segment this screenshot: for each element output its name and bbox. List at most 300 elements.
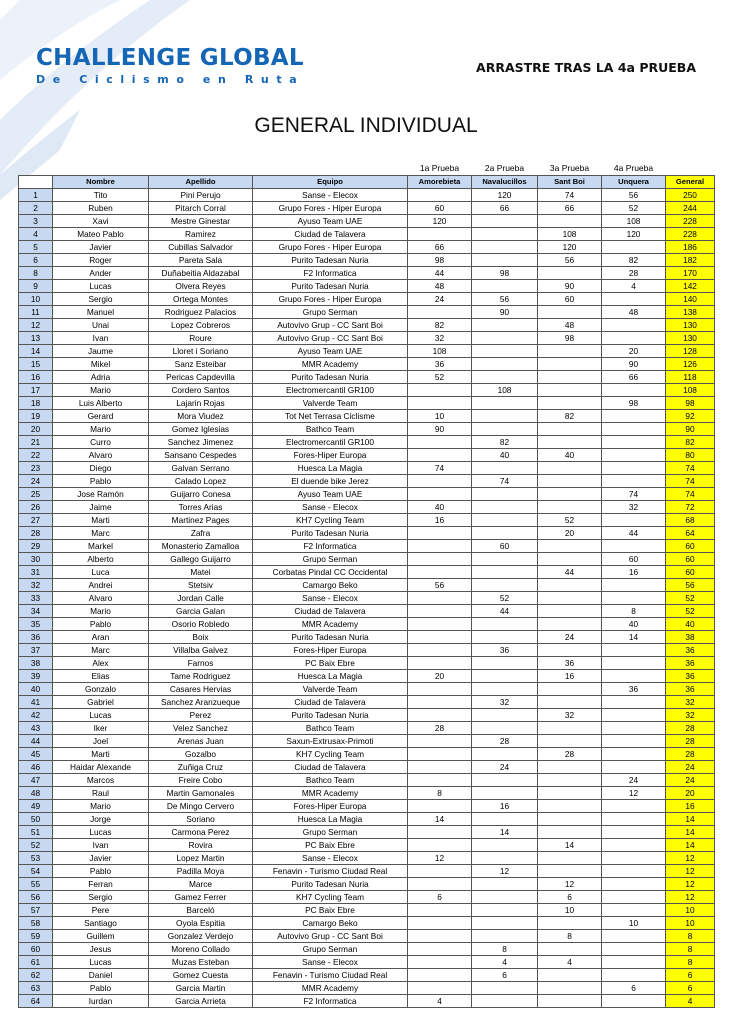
navalucillos-cell: 14: [472, 826, 538, 839]
nombre-cell: Raul: [53, 787, 149, 800]
position-cell: 55: [19, 878, 53, 891]
navalucillos-cell: [472, 917, 538, 930]
unquera-cell: [602, 839, 666, 852]
apellido-cell: Gomez Cuesta: [149, 969, 253, 982]
nombre-cell: Alvaro: [53, 449, 149, 462]
equipo-cell: Grupo Fores - Hiper Europa: [253, 202, 408, 215]
amorebieta-cell: 20: [408, 670, 472, 683]
unquera-cell: [602, 293, 666, 306]
apellido-cell: Roure: [149, 332, 253, 345]
apellido-cell: Martinez Pages: [149, 514, 253, 527]
unquera-cell: 48: [602, 306, 666, 319]
table-row: [19, 657, 715, 670]
challenge-global-logo: [36, 44, 326, 88]
table-row: [19, 358, 715, 371]
table-row: [19, 475, 715, 488]
amorebieta-cell: [408, 553, 472, 566]
equipo-cell: Purito Tadesan Nuria: [253, 371, 408, 384]
sant-boi-cell: [538, 423, 602, 436]
equipo-cell: Purito Tadesan Nuria: [253, 254, 408, 267]
unquera-cell: [602, 644, 666, 657]
equipo-cell: Sanse - Elecox: [253, 501, 408, 514]
equipo-cell: F2 Informatica: [253, 995, 408, 1008]
equipo-cell: F2 Informatica: [253, 540, 408, 553]
sant-boi-cell: [538, 618, 602, 631]
apellido-cell: Sanz Esteibar: [149, 358, 253, 371]
table-row: [19, 605, 715, 618]
general-cell: 126: [666, 358, 715, 371]
nombre-cell: Ivan: [53, 332, 149, 345]
nombre-cell: Lucas: [53, 280, 149, 293]
unquera-cell: [602, 709, 666, 722]
apellido-cell: Lloret i Soriano: [149, 345, 253, 358]
position-cell: 54: [19, 865, 53, 878]
amorebieta-cell: [408, 969, 472, 982]
amorebieta-cell: [408, 644, 472, 657]
navalucillos-cell: [472, 514, 538, 527]
equipo-cell: Grupo Serman: [253, 826, 408, 839]
nombre-cell: Mikel: [53, 358, 149, 371]
position-cell: 44: [19, 735, 53, 748]
unquera-cell: [602, 449, 666, 462]
equipo-cell: Ayuso Team UAE: [253, 488, 408, 501]
equipo-cell: Huesca La Magia: [253, 670, 408, 683]
nombre-cell: Lucas: [53, 709, 149, 722]
general-cell: 10: [666, 917, 715, 930]
table-row: [19, 670, 715, 683]
column-header-apellido: Apellido: [149, 176, 253, 189]
apellido-cell: Freire Cobo: [149, 774, 253, 787]
equipo-cell: Ayuso Team UAE: [253, 345, 408, 358]
unquera-cell: 90: [602, 358, 666, 371]
navalucillos-cell: 44: [472, 605, 538, 618]
table-row: [19, 852, 715, 865]
general-cell: 14: [666, 826, 715, 839]
nombre-cell: Gonzalo: [53, 683, 149, 696]
nombre-cell: Elias: [53, 670, 149, 683]
equipo-cell: PC Baix Ebre: [253, 839, 408, 852]
navalucillos-cell: [472, 254, 538, 267]
sant-boi-cell: 28: [538, 748, 602, 761]
unquera-cell: 24: [602, 774, 666, 787]
nombre-cell: Gerard: [53, 410, 149, 423]
apellido-cell: Ramirez: [149, 228, 253, 241]
nombre-cell: Alex: [53, 657, 149, 670]
amorebieta-cell: 28: [408, 722, 472, 735]
position-cell: 49: [19, 800, 53, 813]
unquera-cell: [602, 852, 666, 865]
general-cell: 8: [666, 943, 715, 956]
apellido-cell: Ortega Montes: [149, 293, 253, 306]
navalucillos-cell: [472, 488, 538, 501]
amorebieta-cell: [408, 917, 472, 930]
navalucillos-cell: [472, 631, 538, 644]
sant-boi-cell: 90: [538, 280, 602, 293]
equipo-cell: Huesca La Magia: [253, 462, 408, 475]
amorebieta-cell: [408, 384, 472, 397]
equipo-cell: MMR Academy: [253, 982, 408, 995]
position-cell: 46: [19, 761, 53, 774]
unquera-cell: [602, 475, 666, 488]
navalucillos-cell: [472, 280, 538, 293]
table-row: [19, 709, 715, 722]
sant-boi-cell: [538, 436, 602, 449]
position-cell: 34: [19, 605, 53, 618]
position-cell: 19: [19, 410, 53, 423]
equipo-cell: Electromercantil GR100: [253, 384, 408, 397]
navalucillos-cell: [472, 982, 538, 995]
equipo-cell: PC Baix Ebre: [253, 904, 408, 917]
table-row: [19, 215, 715, 228]
unquera-cell: [602, 891, 666, 904]
position-cell: 50: [19, 813, 53, 826]
sant-boi-cell: [538, 696, 602, 709]
general-cell: 28: [666, 748, 715, 761]
column-header-unquera: Unquera: [602, 176, 666, 189]
table-row: [19, 969, 715, 982]
general-cell: 64: [666, 527, 715, 540]
unquera-cell: 108: [602, 215, 666, 228]
general-cell: 36: [666, 670, 715, 683]
navalucillos-cell: 4: [472, 956, 538, 969]
equipo-cell: Electromercantil GR100: [253, 436, 408, 449]
nombre-cell: Jaume: [53, 345, 149, 358]
table-row: [19, 345, 715, 358]
page-title: GENERAL INDIVIDUAL: [254, 114, 478, 137]
general-cell: 140: [666, 293, 715, 306]
equipo-cell: Grupo Serman: [253, 553, 408, 566]
sant-boi-cell: 32: [538, 709, 602, 722]
general-cell: 32: [666, 709, 715, 722]
sant-boi-cell: 98: [538, 332, 602, 345]
navalucillos-cell: 98: [472, 267, 538, 280]
navalucillos-cell: 40: [472, 449, 538, 462]
nombre-cell: Javier: [53, 852, 149, 865]
unquera-cell: [602, 436, 666, 449]
equipo-cell: Sanse - Elecox: [253, 189, 408, 202]
table-row: [19, 202, 715, 215]
unquera-cell: [602, 956, 666, 969]
position-cell: 37: [19, 644, 53, 657]
nombre-cell: Pablo: [53, 865, 149, 878]
sant-boi-cell: 40: [538, 449, 602, 462]
equipo-cell: Corbatas Pindal CC Occidental: [253, 566, 408, 579]
general-cell: 8: [666, 956, 715, 969]
amorebieta-cell: [408, 748, 472, 761]
sant-boi-cell: 14: [538, 839, 602, 852]
table-row: [19, 891, 715, 904]
navalucillos-cell: [472, 891, 538, 904]
sant-boi-cell: [538, 384, 602, 397]
amorebieta-cell: [408, 930, 472, 943]
apellido-cell: Mora Viudez: [149, 410, 253, 423]
sant-boi-cell: 24: [538, 631, 602, 644]
apellido-cell: Osorio Robledo: [149, 618, 253, 631]
general-cell: 36: [666, 657, 715, 670]
general-cell: 130: [666, 319, 715, 332]
unquera-cell: 52: [602, 202, 666, 215]
unquera-cell: 36: [602, 683, 666, 696]
nombre-cell: Alberto: [53, 553, 149, 566]
general-cell: 118: [666, 371, 715, 384]
position-cell: 62: [19, 969, 53, 982]
position-cell: 47: [19, 774, 53, 787]
column-header-amorebieta: Amorebieta: [408, 176, 472, 189]
table-row: [19, 826, 715, 839]
sant-boi-cell: [538, 800, 602, 813]
amorebieta-cell: 98: [408, 254, 472, 267]
position-cell: 11: [19, 306, 53, 319]
navalucillos-cell: [472, 410, 538, 423]
nombre-cell: Luis Alberto: [53, 397, 149, 410]
equipo-cell: Camargo Beko: [253, 917, 408, 930]
logo-title: CHALLENGE GLOBAL: [36, 45, 304, 71]
sant-boi-cell: [538, 852, 602, 865]
table-row: [19, 735, 715, 748]
equipo-cell: Sanse - Elecox: [253, 592, 408, 605]
table-row: [19, 982, 715, 995]
equipo-cell: Fenavin - Turismo Ciudad Real: [253, 969, 408, 982]
equipo-cell: Fores-Hiper Europa: [253, 449, 408, 462]
position-cell: 32: [19, 579, 53, 592]
position-cell: 10: [19, 293, 53, 306]
position-cell: 5: [19, 241, 53, 254]
table-row: [19, 644, 715, 657]
navalucillos-cell: [472, 462, 538, 475]
amorebieta-cell: [408, 709, 472, 722]
sant-boi-cell: 12: [538, 878, 602, 891]
column-header-nombre: Nombre: [53, 176, 149, 189]
apellido-cell: Farnos: [149, 657, 253, 670]
equipo-cell: Valverde Team: [253, 683, 408, 696]
amorebieta-cell: 12: [408, 852, 472, 865]
amorebieta-cell: 90: [408, 423, 472, 436]
position-cell: 53: [19, 852, 53, 865]
table-row: [19, 306, 715, 319]
navalucillos-cell: [472, 657, 538, 670]
equipo-cell: Bathco Team: [253, 722, 408, 735]
navalucillos-cell: [472, 839, 538, 852]
general-cell: 28: [666, 735, 715, 748]
apellido-cell: Gomez Iglesias: [149, 423, 253, 436]
table-row: [19, 800, 715, 813]
nombre-cell: Ivan: [53, 839, 149, 852]
apellido-cell: Jordan Calle: [149, 592, 253, 605]
equipo-cell: Ayuso Team UAE: [253, 215, 408, 228]
position-cell: 36: [19, 631, 53, 644]
amorebieta-cell: [408, 761, 472, 774]
apellido-cell: Pitarch Corral: [149, 202, 253, 215]
amorebieta-cell: 82: [408, 319, 472, 332]
apellido-cell: Gamez Ferrer: [149, 891, 253, 904]
column-header-navalucillos: Navalucillos: [472, 176, 538, 189]
general-cell: 72: [666, 501, 715, 514]
sant-boi-cell: 60: [538, 293, 602, 306]
unquera-cell: [602, 696, 666, 709]
general-cell: 6: [666, 969, 715, 982]
equipo-cell: KH7 Cycling Team: [253, 891, 408, 904]
table-row: [19, 618, 715, 631]
general-cell: 74: [666, 475, 715, 488]
unquera-cell: 40: [602, 618, 666, 631]
navalucillos-cell: 74: [472, 475, 538, 488]
navalucillos-cell: 36: [472, 644, 538, 657]
general-cell: 40: [666, 618, 715, 631]
unquera-cell: 74: [602, 488, 666, 501]
sant-boi-cell: [538, 982, 602, 995]
unquera-cell: [602, 813, 666, 826]
equipo-cell: MMR Academy: [253, 787, 408, 800]
amorebieta-cell: [408, 449, 472, 462]
amorebieta-cell: [408, 605, 472, 618]
apellido-cell: Perez: [149, 709, 253, 722]
nombre-cell: Javier: [53, 241, 149, 254]
amorebieta-cell: 36: [408, 358, 472, 371]
apellido-cell: Duñabeitia Aldazabal: [149, 267, 253, 280]
amorebieta-cell: [408, 982, 472, 995]
unquera-cell: [602, 410, 666, 423]
unquera-cell: 44: [602, 527, 666, 540]
general-cell: 52: [666, 592, 715, 605]
unquera-cell: 8: [602, 605, 666, 618]
unquera-cell: 10: [602, 917, 666, 930]
navalucillos-cell: [472, 670, 538, 683]
table-row: [19, 579, 715, 592]
position-cell: 14: [19, 345, 53, 358]
unquera-cell: [602, 995, 666, 1008]
amorebieta-cell: [408, 943, 472, 956]
nombre-cell: Sergio: [53, 293, 149, 306]
apellido-cell: Monasterio Zamalloa: [149, 540, 253, 553]
equipo-cell: Purito Tadesan Nuria: [253, 709, 408, 722]
apellido-cell: Calado Lopez: [149, 475, 253, 488]
position-cell: 6: [19, 254, 53, 267]
nombre-cell: Mario: [53, 800, 149, 813]
general-cell: 186: [666, 241, 715, 254]
general-cell: 60: [666, 553, 715, 566]
apellido-cell: Boix: [149, 631, 253, 644]
position-cell: 41: [19, 696, 53, 709]
sant-boi-cell: [538, 358, 602, 371]
sant-boi-cell: [538, 488, 602, 501]
apellido-cell: Pini Perujo: [149, 189, 253, 202]
nombre-cell: Guillem: [53, 930, 149, 943]
amorebieta-cell: [408, 436, 472, 449]
amorebieta-cell: [408, 683, 472, 696]
table-row: [19, 540, 715, 553]
unquera-cell: 20: [602, 345, 666, 358]
general-cell: 12: [666, 891, 715, 904]
navalucillos-cell: [472, 579, 538, 592]
table-row: [19, 241, 715, 254]
navalucillos-cell: [472, 722, 538, 735]
unquera-cell: [602, 579, 666, 592]
general-cell: 14: [666, 813, 715, 826]
navalucillos-cell: [472, 358, 538, 371]
general-cell: 16: [666, 800, 715, 813]
unquera-cell: [602, 319, 666, 332]
table-row: [19, 384, 715, 397]
navalucillos-cell: 24: [472, 761, 538, 774]
amorebieta-cell: [408, 566, 472, 579]
position-cell: 27: [19, 514, 53, 527]
sant-boi-cell: [538, 540, 602, 553]
apellido-cell: Cordero Santos: [149, 384, 253, 397]
amorebieta-cell: 4: [408, 995, 472, 1008]
position-cell: 59: [19, 930, 53, 943]
nombre-cell: Iker: [53, 722, 149, 735]
unquera-cell: [602, 865, 666, 878]
nombre-cell: Marti: [53, 748, 149, 761]
table-row: [19, 488, 715, 501]
navalucillos-cell: [472, 995, 538, 1008]
apellido-cell: Oyola Espitia: [149, 917, 253, 930]
general-cell: 52: [666, 605, 715, 618]
apellido-cell: Garcia Arrieta: [149, 995, 253, 1008]
sant-boi-cell: 48: [538, 319, 602, 332]
nombre-cell: Roger: [53, 254, 149, 267]
apellido-cell: Zuñiga Cruz: [149, 761, 253, 774]
equipo-cell: Fores-Hiper Europa: [253, 644, 408, 657]
navalucillos-cell: [472, 423, 538, 436]
general-cell: 60: [666, 566, 715, 579]
position-cell: 21: [19, 436, 53, 449]
table-row: [19, 436, 715, 449]
general-cell: 250: [666, 189, 715, 202]
navalucillos-cell: 108: [472, 384, 538, 397]
general-cell: 228: [666, 228, 715, 241]
position-cell: 35: [19, 618, 53, 631]
nombre-cell: Jorge: [53, 813, 149, 826]
apellido-cell: Rodriguez Palacios: [149, 306, 253, 319]
apellido-cell: Garcia Martin: [149, 982, 253, 995]
general-cell: 4: [666, 995, 715, 1008]
column-header-row: [19, 176, 715, 189]
equipo-cell: Autovivo Grup - CC Sant Boi: [253, 930, 408, 943]
apellido-cell: Marce: [149, 878, 253, 891]
nombre-cell: Lucas: [53, 956, 149, 969]
sant-boi-cell: [538, 774, 602, 787]
unquera-cell: 6: [602, 982, 666, 995]
nombre-cell: Marc: [53, 527, 149, 540]
equipo-cell: Purito Tadesan Nuria: [253, 280, 408, 293]
table-row: [19, 917, 715, 930]
nombre-cell: Andrei: [53, 579, 149, 592]
unquera-cell: 14: [602, 631, 666, 644]
unquera-cell: 12: [602, 787, 666, 800]
navalucillos-cell: 66: [472, 202, 538, 215]
apellido-cell: Gallego Guijarro: [149, 553, 253, 566]
position-cell: 9: [19, 280, 53, 293]
position-cell: 31: [19, 566, 53, 579]
navalucillos-cell: [472, 566, 538, 579]
nombre-cell: Daniel: [53, 969, 149, 982]
navalucillos-cell: [472, 904, 538, 917]
unquera-cell: [602, 670, 666, 683]
nombre-cell: Aran: [53, 631, 149, 644]
sant-boi-cell: [538, 553, 602, 566]
unquera-cell: [602, 332, 666, 345]
position-cell: 45: [19, 748, 53, 761]
apellido-cell: Sanchez Jimenez: [149, 436, 253, 449]
amorebieta-cell: 6: [408, 891, 472, 904]
general-cell: 12: [666, 865, 715, 878]
logo-subtitle: De Ciclismo en Ruta: [36, 73, 305, 86]
amorebieta-cell: 32: [408, 332, 472, 345]
unquera-cell: [602, 540, 666, 553]
standings-table: [18, 162, 715, 1008]
sant-boi-cell: 108: [538, 228, 602, 241]
